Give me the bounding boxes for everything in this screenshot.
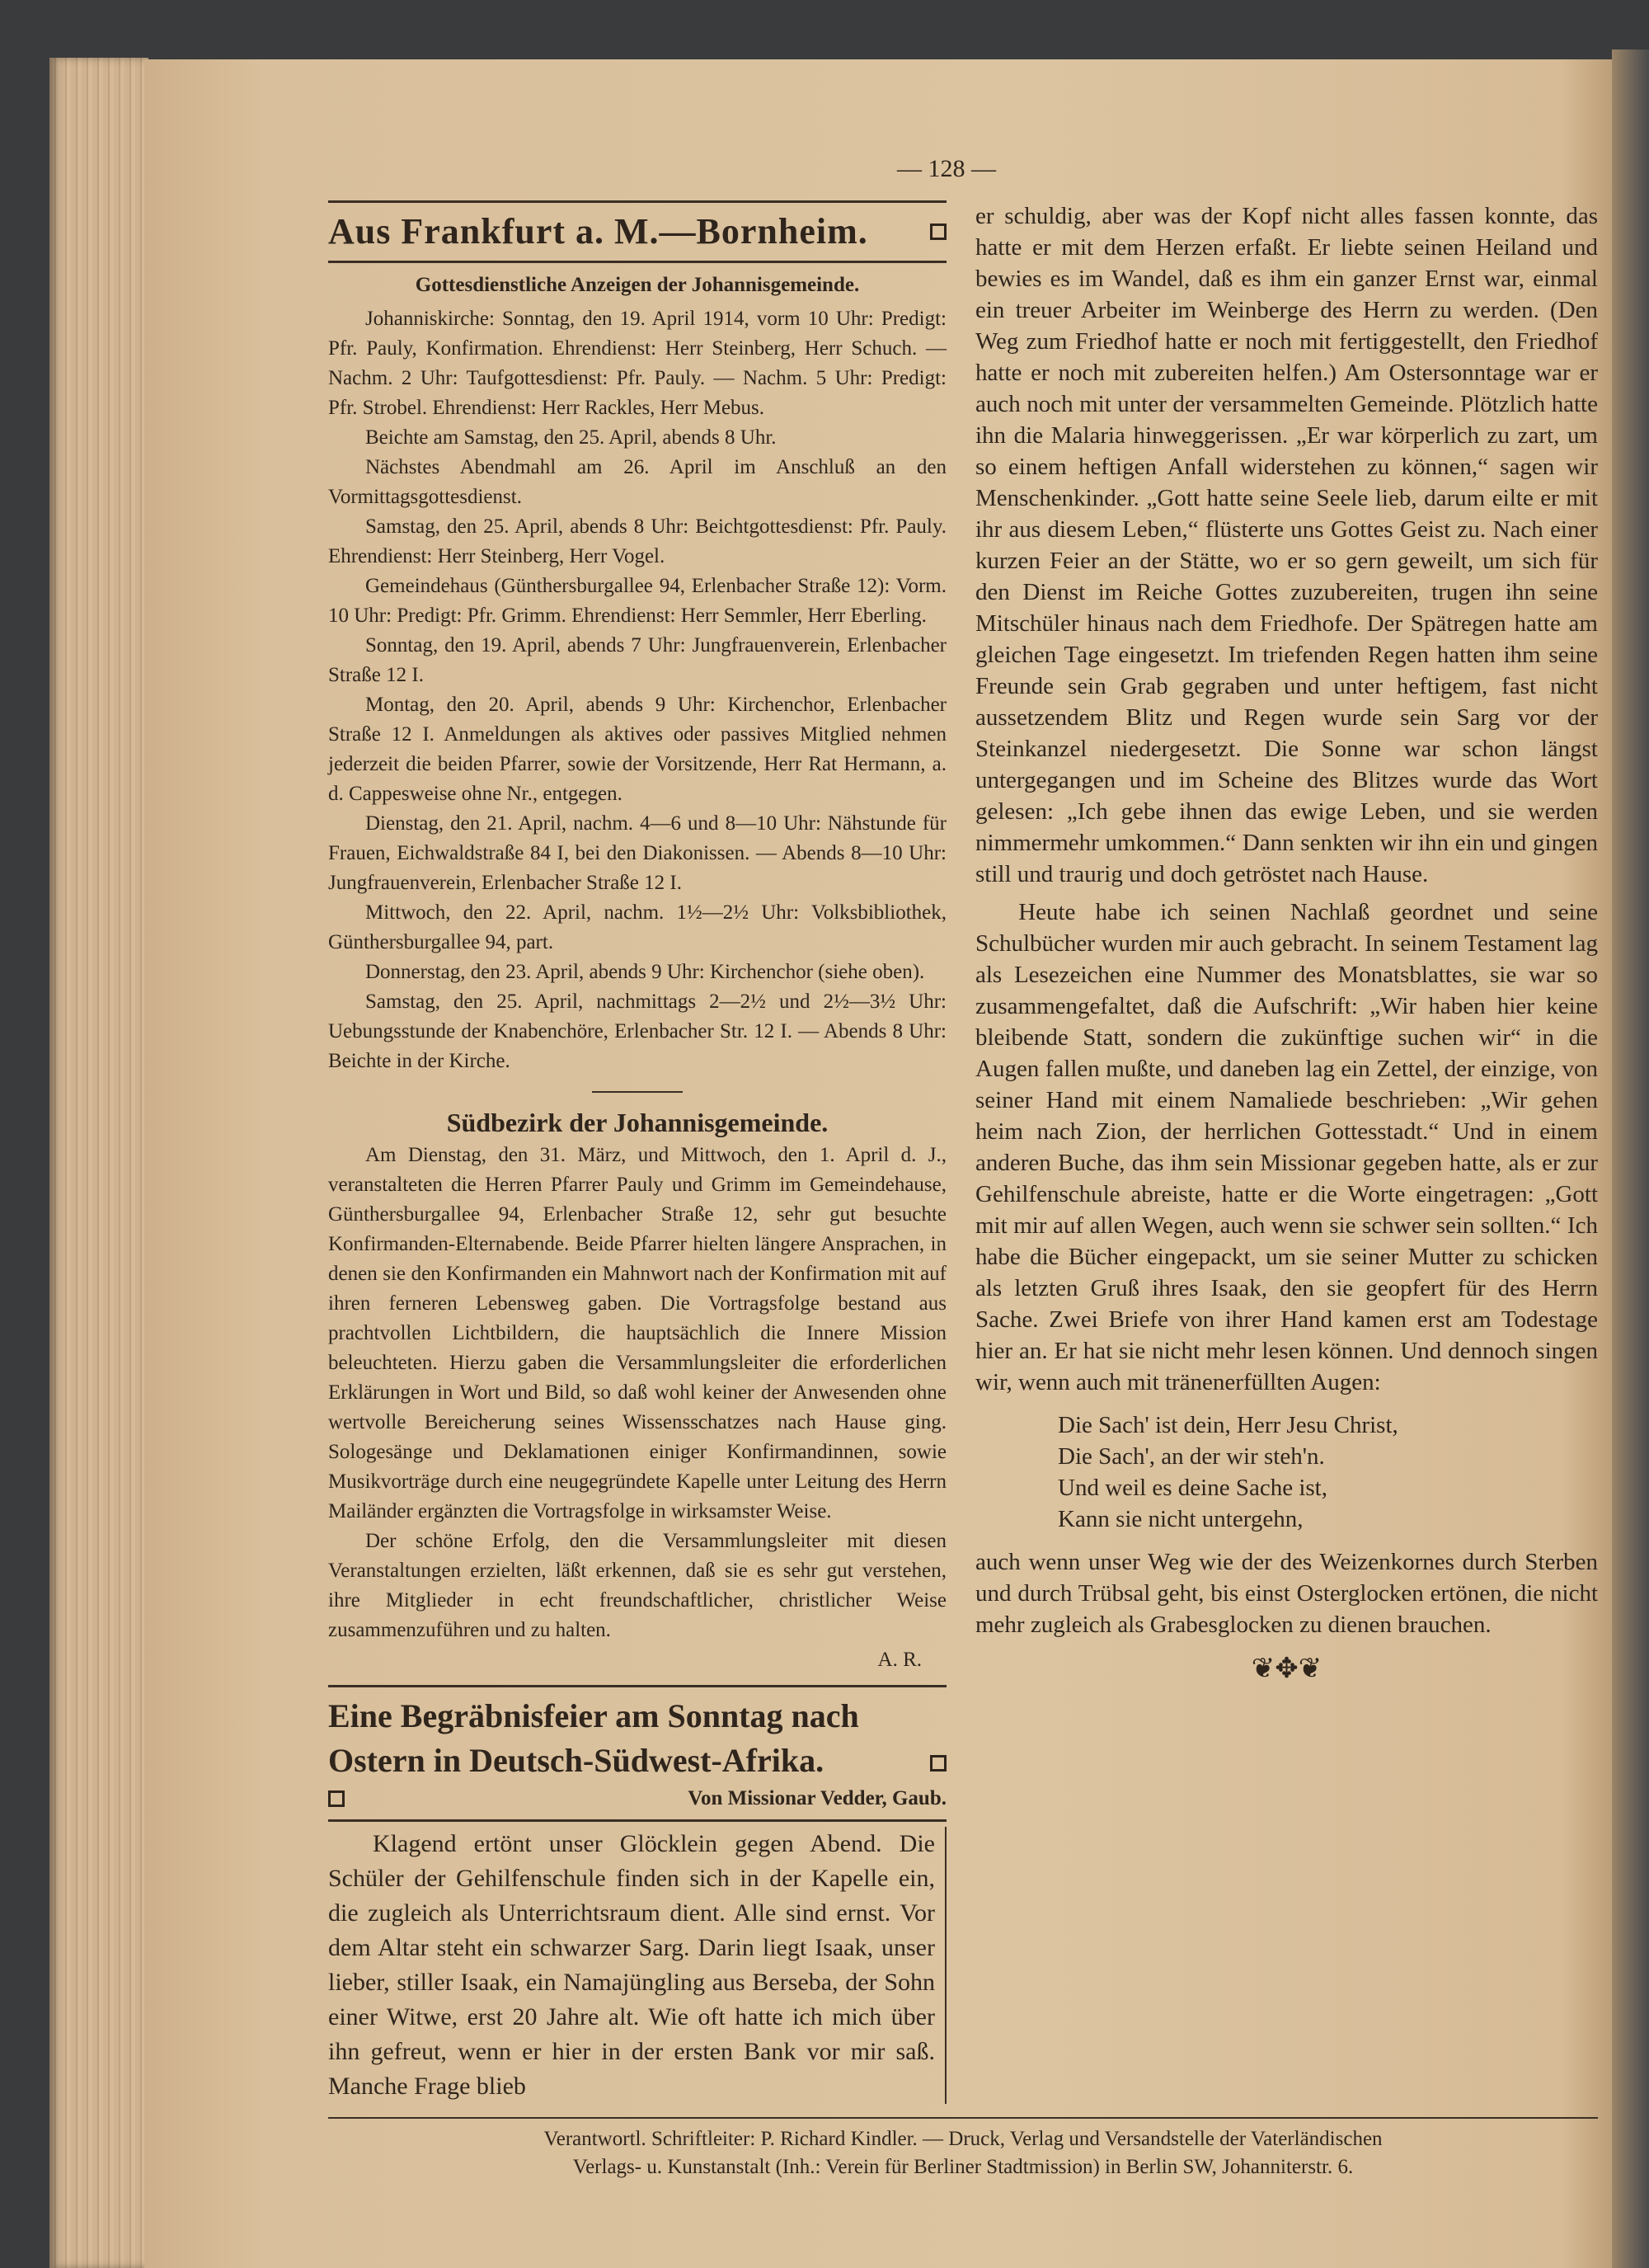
title-bar (328, 203, 947, 261)
square-ornament (930, 1755, 947, 1772)
paragraph: Der schöne Erfolg, den die Versammlungsleiter mit diesen Veranstaltungen erzielten, läßt erkennen, daß sie es sehr gut verstehen, ihre Mitglieder in echt freundschaftlicher, christlicher Weise zusammenzuführen und zu halten. (328, 1530, 947, 1641)
section3-rule-bottom (328, 1819, 947, 1822)
section3 (328, 1685, 947, 2104)
section1-body (328, 270, 947, 1076)
paragraph: er schuldig, aber was der Kopf nicht alles fassen konnte, das hatte er mit dem Herzen erfaßt. Er liebte seinen Heiland und bewies es im Wandel, daß es ihm ein ganzer Ernst war, einmal ein treuer Arbeiter im Weinberge des Herrn zu werden. (Den Weg zum Friedhof hatte er noch mit fertiggestellt, den Friedhof hatte er noch mit zubereiten helfen.) Am Ostersonntage war er auch noch mit unter der versammelten Gemeinde. Plötzlich hatte ihn die Malaria hinweggerissen. „Er war körperlich zu zart, um so einem heftigen Anfall widerstehen zu können,“ sagen wir Menschenkinder. „Gott hatte seine Seele lieb, darum eilte er mit ihr aus diesem Leben,“ flüsterte uns Gottes Geist zu. Nach einer kurzen Feier an der Stätte, wo er so gern geweilt, um sich für den Dienst im Reiche Gottes zuzubereiten, trugen ihn seine Mitschüler hinaus nach dem Friedhofe. Der Spätregen hatte am gleichen Tage eingesetzt. Im triefenden Regen hatten ihm seine Freunde sein Grab gegraben und unter heftigem, fast nicht aussetzendem Blitz und Regen wurde sein Sarg vor der Steinkanzel niedergesetzt. Die Sonne war schon längst untergegangen und im Scheine des Blitzes wurde das Wort gelesen: „Ich gebe ihnen das ewige Leben, und sie werden nimmermehr umkommen.“ Dann senkten wir ihn ein und gingen still und traurig und doch getröstet nach Hause. (975, 203, 1598, 887)
paragraph: Montag, den 20. April, abends 9 Uhr: Kirchenchor, Erlenbacher Straße 12 I. Anmeldungen als aktives oder passives Mitglied nehmen jederzeit die beiden Pfarrer, sowie der Vorsitzende, Herr Rat Hermann, a. d. Cappesweise ohne Nr., entgegen. (328, 694, 947, 805)
paragraph: Samstag, den 25. April, abends 8 Uhr: Beichtgottesdienst: Pfr. Pauly. Ehrendienst: Herr Steinberg, Herr Vogel. (328, 515, 947, 567)
paragraph: Dienstag, den 21. April, nachm. 4—6 und 8—10 Uhr: Nähstunde für Frauen, Eichwaldstraße 84 I, bei den Diakonissen. — Abends 8—10 Uhr: Jungfrauenverein, Erlenbacher Straße 12 I. (328, 812, 947, 894)
section-title-frankfurt: Aus Frankfurt a. M.—Bornheim. (328, 211, 868, 252)
paragraph: Sonntag, den 19. April, abends 7 Uhr: Jungfrauenverein, Erlenbacher Straße 12 I. (328, 634, 947, 686)
imprint-line: Verlags- u. Kunstanstalt (Inh.: Verein für Berliner Stadtmission) in Berlin SW, Johanniterstr. 6. (572, 2156, 1354, 2178)
hymn-verse (975, 1398, 1598, 1546)
section-divider (592, 1091, 683, 1093)
page-stack-edge (49, 58, 148, 2268)
byline: Von Missionar Vedder, Gaub. (688, 1787, 947, 1809)
section-subhead: Gottesdienstliche Anzeigen der Johannisgemeinde. (415, 274, 860, 296)
right-column (975, 200, 1598, 1690)
square-ornament (930, 224, 947, 240)
paragraph: Mittwoch, den 22. April, nachm. 1½—2½ Uhr: Volksbibliothek, Günthersburgallee 94, part. (328, 901, 947, 953)
paragraph: Gemeindehaus (Günthersburgallee 94, Erlenbacher Straße 12): Vorm. 10 Uhr: Predigt: Pfr. Grimm. Ehrendienst: Herr Semmler, Herr Eberling. (328, 575, 947, 627)
paragraph: Klagend ertönt unser Glöcklein gegen Abend. Die Schüler der Gehilfenschule finden sich in der Kapelle ein, die zugleich als Unterrichtsraum dient. Alle sind ernst. Vor dem Altar steht ein schwarzer Sarg. Darin liegt Isaak, unser lieber, stiller Isaak, ein Namajüngling aus Berseba, der Sohn einer Witwe, erst 20 Jahre alt. Wie oft hatte ich mich über ihn gefreut, wenn er hier in der ersten Bank vor mir saß. Manche Frage blieb (328, 1830, 935, 2100)
imprint-line: Verantwortl. Schriftleiter: P. Richard Kindler. — Druck, Verlag und Versandstelle der Vaterländischen (543, 2128, 1383, 2150)
paragraph: Beichte am Samstag, den 25. April, abends 8 Uhr. (365, 426, 777, 449)
paragraph: Donnerstag, den 23. April, abends 9 Uhr: Kirchenchor (siehe oben). (365, 961, 925, 983)
verse-line: Und weil es deine Sache ist, (1058, 1475, 1327, 1501)
page-content (328, 0, 1598, 2231)
book-spine (1612, 49, 1649, 2268)
paragraph: Johanniskirche: Sonntag, den 19. April 1914, vorm 10 Uhr: Predigt: Pfr. Pauly, Konfirmation. Ehrendienst: Herr Steinberg, Herr Schuch. — Nachm. 2 Uhr: Taufgottesdienst: Pfr. Pauly. — Nachm. 5 Uhr: Predigt: Pfr. Strobel. Ehrendienst: Herr Rackles, Herr Mebus. (328, 308, 947, 419)
section-title-suedbezirk: Südbezirk der Johannisgemeinde. (446, 1108, 829, 1137)
byline-row (328, 1783, 947, 1819)
section3-body (328, 1827, 947, 2104)
section2-body (328, 1104, 947, 1675)
verse-line: Kann sie nicht untergehn, (1058, 1506, 1304, 1532)
floral-ornament: ❦✥❦ (1251, 1654, 1322, 1684)
closing-paragraph: auch wenn unser Weg wie der des Weizenkornes durch Sterben und durch Trübsal geht, bis einst Osterglocken ertönen, die nicht mehr zugleich als Grabesglocken zu dienen brauchen. (975, 1549, 1598, 1638)
verse-line: Die Sach' ist dein, Herr Jesu Christ, (1058, 1412, 1398, 1438)
verse-line: Die Sach', an der wir steh'n. (1058, 1443, 1325, 1470)
paragraph: Am Dienstag, den 31. März, und Mittwoch, den 1. April d. J., veranstalteten die Herren Pfarrer Pauly und Grimm im Gemeindehause, Günthersburgallee 94, Erlenbacher Straße 12, sehr gut besuchte Konfirmanden-Elternabende. Beide Pfarrer hielten längere Ansprachen, in denen sie den Konfirmanden ein Mahnwort nach der Konfirmation mit auf ihren ferneren Lebensweg gaben. Die Vortragsfolge bestand aus prachtvollen Lichtbildern, die hauptsächlich die Innere Mission beleuchteten. Hierzu gaben die Versammlungsleiter die erforderlichen Erklärungen in Wort und Bild, so daß wohl keiner der Anwesenden ohne wertvolle Bereicherung seines Wissensschatzes nach Hause ging. Sologesänge und Deklamationen einiger Konfirmandinnen, sowie Musikvorträge durch eine neugegründete Kapelle unter Leitung des Herrn Mailänder ergänzten die Vortragsfolge in wirksamster Weise. (328, 1144, 947, 1522)
paragraph: Nächstes Abendmahl am 26. April im Anschluß an den Vormittagsgottesdienst. (328, 456, 947, 508)
section-title-begraebnisfeier: Eine Begräbnisfeier am Sonntag nach Ostern in Deutsch-Südwest-Afrika. (328, 1697, 859, 1779)
paragraph: Heute habe ich seinen Nachlaß geordnet und seine Schulbücher wurden mir auch gebracht. In seinem Testament lag als Lesezeichen eine Nummer des Monatsblattes, sie war so zusammengefaltet, daß die Aufschrift: „Wir haben hier keine bleibende Statt, sondern die zukünftige suchen wir“ in die Augen fallen mußte, und daneben lag ein Zettel, der einzige, von seiner Hand mit einem Namaliede beschrieben: „Wir gehen heim nach Zion, der herrlichen Gottesstadt.“ Und in einem anderen Buche, das ihm sein Missionar gegeben hatte, als er zur Gehilfenschule abreiste, hatte er die Worte eingetragen: „Gott mit mir auf allen Wegen, auch wenn sie schwer sein sollten.“ Ich habe die Bücher eingepackt, um sie seiner Mutter zu schicken als letzten Gruß ihres Isaak, den sie geopfert für des Herrn Sache. Zwei Briefe von ihrer Hand kamen erst am Todestage hier an. Er hat sie nicht mehr lesen können. Und dennoch singen wir, wenn auch mit tränenerfüllten Augen: (975, 899, 1598, 1395)
signature: A. R. (877, 1649, 922, 1671)
page-number: — 128 — (897, 155, 996, 182)
square-ornament (328, 1790, 345, 1807)
columns (328, 200, 1598, 2104)
section3-title-row (328, 1687, 947, 1783)
paragraph: Samstag, den 25. April, nachmittags 2—2½ und 2½—3½ Uhr: Uebungsstunde der Knabenchöre, Erlenbacher Str. 12 I. — Abends 8 Uhr: Beichte in der Kirche. (328, 990, 947, 1072)
left-column (328, 200, 947, 2104)
title-rule-bottom (328, 261, 947, 263)
imprint-footer (328, 2117, 1598, 2181)
